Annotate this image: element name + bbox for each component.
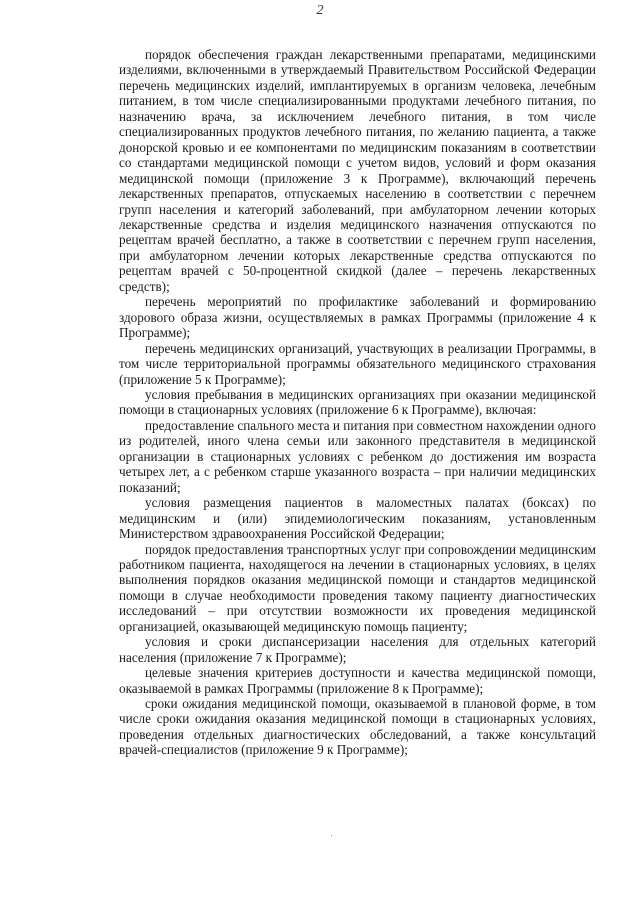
- paragraph-transport-services: порядок предоставления транспортных услуг при сопровождении медицинским работником пациента, находящегося на лечении в стационарных условиях, в целях выполнения порядков оказания медицинской помощи и стандартов медицинской помощи в случае необходимости проведения такому пациенту диагностических исследований – при отсутствии возможности их проведения медицинской организацией, оказывающей медицинскую помощь пациенту;: [119, 541, 596, 634]
- scan-speck: [331, 835, 332, 836]
- paragraph-stay-conditions: условия пребывания в медицинских организациях при оказании медицинской помощи в стационарных условиях (приложение 6 к Программе), включая:: [119, 386, 596, 418]
- paragraph-quality-criteria: целевые значения критериев доступности и качества медицинской помощи, оказываемой в рамках Программы (приложение 8 к Программе);: [119, 665, 596, 696]
- paragraph-small-wards: условия размещения пациентов в маломестных палатах (боксах) по медицинским и (или) эпидемиологическим показаниям, установленным Министерством здравоохранения Российской Федерации;: [119, 495, 596, 542]
- page-number: 2: [316, 3, 324, 18]
- paragraph-medical-organizations: перечень медицинских организаций, участвующих в реализации Программы, в том числе территориальной программы обязательного медицинского страхования (приложение 5 к Программе);: [119, 340, 596, 387]
- document-body: [119, 47, 596, 758]
- paragraph-waiting-times: сроки ожидания медицинской помощи, оказываемой в плановой форме, в том числе сроки ожидания оказания медицинской помощи в стационарных условиях, проведения отдельных диагностических обследований, а также консультаций врачей-специалистов (приложение 9 к Программе);: [119, 696, 596, 758]
- paragraph-prevention-measures: перечень мероприятий по профилактике заболеваний и формированию здорового образа жизни, осуществляемых в рамках Программы (приложение 4 к Программе);: [119, 294, 596, 341]
- paragraph-drug-provision: порядок обеспечения граждан лекарственными препаратами, медицинскими изделиями, включенными в утверждаемый Правительством Российской Федерации перечень медицинских изделий, имплантируемых в организм человека, лечебным питанием, в том числе специализированными продуктами лечебного питания, по назначению врача, за исключением лечебного питания, в том числе специализированных продуктов лечебного питания, по желанию пациента, а также донорской кровью и ее компонентами по медицинским показаниям в соответствии со стандартами медицинской помощи с учетом видов, условий и форм оказания медицинской помощи (приложение 3 к Программе), включающий перечень лекарственных препаратов, отпускаемых населению в соответствии с перечнем групп населения и категорий заболеваний, при амбулаторном лечении которых лекарственные средства и изделия медицинского назначения отпускаются по рецептам врачей бесплатно, а также в соответствии с перечнем групп населения, при амбулаторном лечении которых лекарственные средства отпускаются по рецептам врачей с 50-процентной скидкой (далее – перечень лекарственных средств);: [119, 47, 596, 294]
- paragraph-dispensarization: условия и сроки диспансеризации населения для отдельных категорий населения (приложение 7 к Программе);: [119, 634, 596, 665]
- paragraph-parent-accommodation: предоставление спального места и питания при совместном нахождении одного из родителей, иного члена семьи или законного представителя в медицинской организации в стационарных условиях с ребенком до достижения им возраста четырех лет, а с ребенком старше указанного возраста – при наличии медицинских показаний;: [119, 417, 596, 495]
